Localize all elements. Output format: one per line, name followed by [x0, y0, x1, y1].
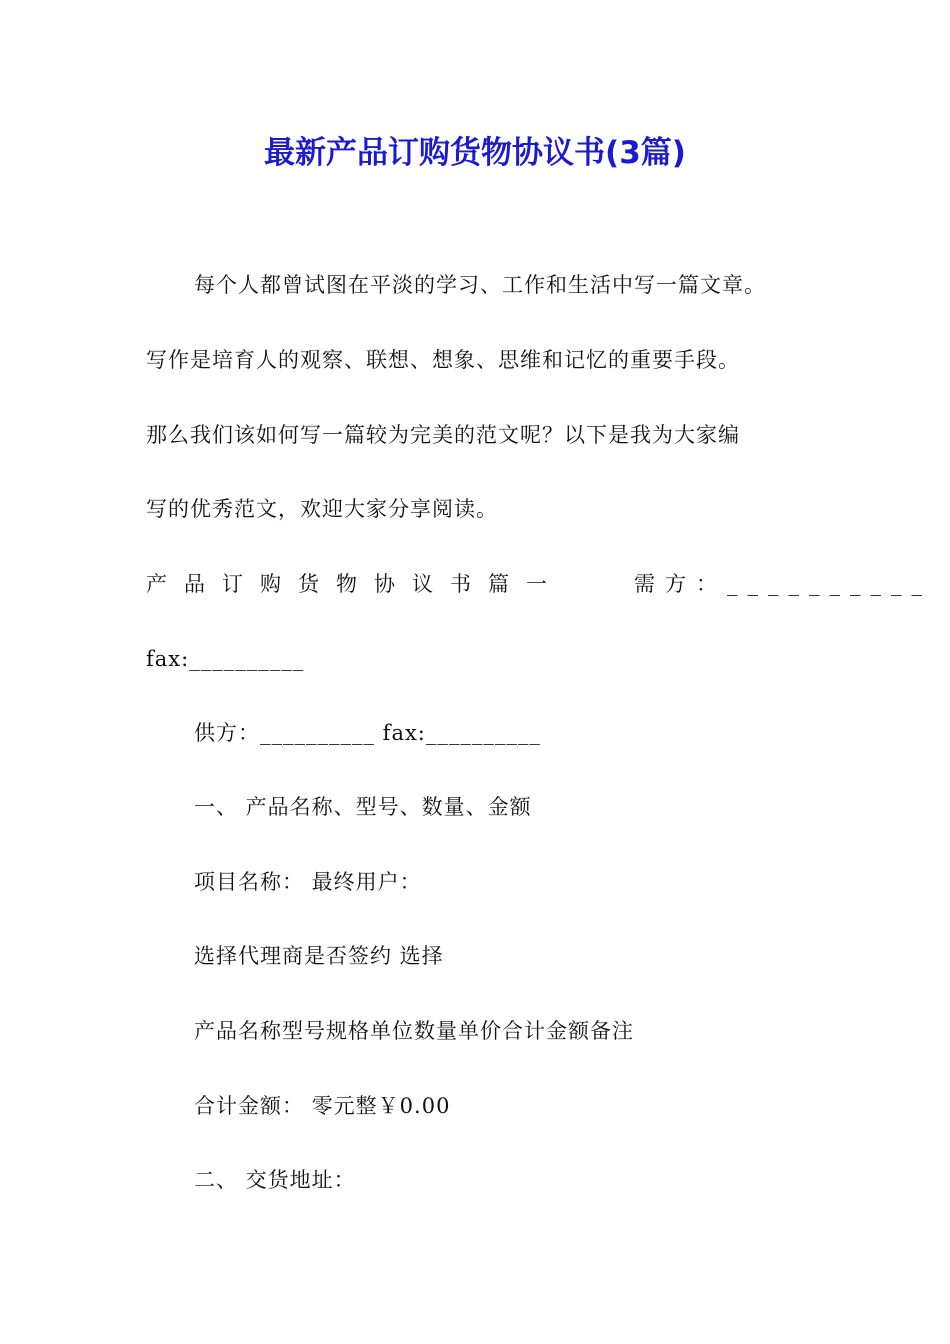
supply-line: 供方：__________ fax:__________: [194, 721, 541, 745]
item-two: 二、 交货地址：: [194, 1168, 356, 1192]
document-title: 最新产品订购货物协议书(3篇): [264, 135, 686, 171]
section-heading-row: [146, 569, 932, 599]
item-one: 一、 产品名称、型号、数量、金额: [194, 795, 532, 819]
intro-line-2: 写作是培育人的观察、联想、想象、思维和记忆的重要手段。: [146, 348, 740, 372]
total-line: 合计金额： 零元整￥0.00: [194, 1094, 451, 1118]
intro-line-3: 那么我们该如何写一篇较为完美的范文呢？以下是我为大家编: [146, 423, 740, 447]
intro-line-1: 每个人都曾试图在平淡的学习、工作和生活中写一篇文章。: [194, 273, 766, 297]
agent-line: 选择代理商是否签约 选择: [194, 944, 444, 968]
demand-fax: fax:__________: [146, 647, 305, 671]
project-line: 项目名称： 最终用户：: [194, 870, 422, 894]
table-header: 产品名称型号规格单位数量单价合计金额备注: [194, 1019, 634, 1043]
section-heading: 产品订购货物协议书篇一: [146, 572, 564, 596]
intro-line-4: 写的优秀范文，欢迎大家分享阅读。: [146, 497, 498, 521]
demand-party: 需方：__________: [634, 572, 932, 596]
